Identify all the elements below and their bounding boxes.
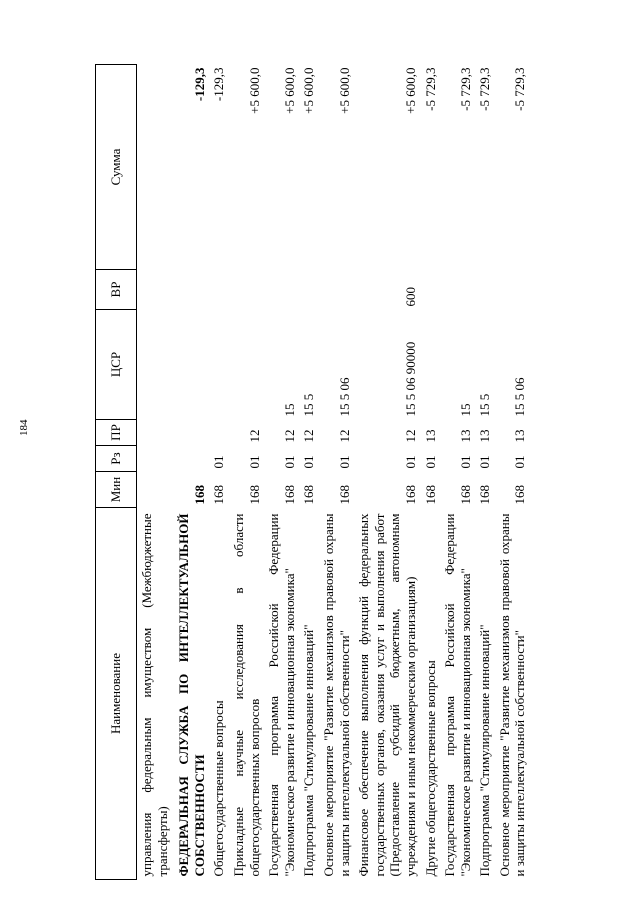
cell-name: Государственная программа Российской Федерации "Экономическое развитие и инновационная экономика" [266, 513, 297, 877]
cell-vr [229, 270, 264, 310]
cell-name: Основное мероприятие "Развитие механизмов правовой охраны и защиты интеллектуальной собственности" [320, 513, 352, 877]
cell-min: 168 [336, 485, 352, 505]
cell-min: 168 [301, 485, 317, 505]
cell-min: 168 [402, 485, 418, 505]
cell-rz: 01 [281, 455, 297, 469]
cell-vr: 600 [402, 287, 418, 307]
cell-min: 168 [191, 485, 207, 505]
cell-pr: 13 [512, 429, 528, 443]
cell-rz: 01 [477, 455, 493, 469]
cell-vr [172, 270, 209, 310]
cell-sum: -5 729,3 [512, 67, 528, 111]
cell-vr [137, 270, 173, 310]
table-row [475, 65, 495, 880]
cell-name: Подпрограмма "Стимулирование инноваций" [301, 624, 317, 877]
header-name: Наименование [96, 508, 137, 880]
cell-sum [137, 65, 173, 270]
header-csr: ЦСР [96, 310, 137, 420]
cell-rz [137, 446, 173, 472]
cell-vr [299, 270, 319, 310]
cell-sum: +5 600,0 [246, 67, 262, 114]
page-number: 184 [18, 419, 30, 436]
cell-vr [440, 270, 475, 310]
cell-csr [172, 310, 209, 420]
cell-pr: 12 [301, 429, 317, 443]
cell-sum: +5 600,0 [402, 67, 418, 114]
table-row [354, 65, 420, 880]
cell-rz: 01 [336, 455, 352, 469]
cell-name: Основное мероприятие "Развитие механизмов правовой охраны и защиты интеллектуальной собственности" [496, 513, 528, 877]
header-sum: Сумма [96, 65, 137, 270]
cell-min: 168 [246, 485, 262, 505]
cell-rz: 01 [211, 455, 227, 469]
cell-sum: +5 600,0 [281, 67, 297, 114]
cell-name: Государственная программа Российской Федерации "Экономическое развитие и инновационная экономика" [442, 513, 473, 877]
cell-sum: +5 600,0 [301, 67, 317, 114]
cell-name: управления федеральным имуществом (Межбюджетные трансферты) [139, 513, 170, 877]
cell-rz: 01 [422, 455, 438, 469]
cell-name: Общегосударственные вопросы [211, 700, 227, 877]
cell-min: 168 [477, 485, 493, 505]
table-row [172, 65, 209, 880]
cell-sum: -5 729,3 [477, 67, 493, 111]
cell-name: Прикладные научные исследования в области общегосударственных вопросов [230, 513, 262, 877]
cell-min: 168 [211, 485, 227, 505]
cell-min: 168 [422, 485, 438, 505]
cell-vr [495, 270, 530, 310]
cell-rz: 01 [246, 455, 262, 469]
table-row [299, 65, 319, 880]
table-row [421, 65, 441, 880]
cell-pr: 13 [422, 429, 438, 443]
table-row [264, 65, 299, 880]
table-row [495, 65, 530, 880]
cell-csr: 15 [457, 403, 473, 417]
cell-min: 168 [281, 485, 297, 505]
table-row [209, 65, 229, 880]
cell-rz: 01 [301, 455, 317, 469]
cell-vr [475, 270, 495, 310]
header-rz: Рз [96, 446, 137, 472]
cell-sum: -5 729,3 [457, 67, 473, 111]
cell-name: ФЕДЕРАЛЬНАЯ СЛУЖБА ПО ИНТЕЛЛЕКТУАЛЬНОЙ СОБСТВЕННОСТИ [176, 513, 207, 877]
cell-csr [421, 310, 441, 420]
cell-pr: 13 [457, 429, 473, 443]
cell-min [137, 472, 173, 508]
table-header-row [96, 65, 137, 880]
table-row [440, 65, 475, 880]
cell-pr [172, 420, 209, 446]
cell-csr [229, 310, 264, 420]
cell-name: Финансовое обеспечение выполнения функций федеральных государственных органов, оказания услуг и выполнения работ (Предоставление субсидий бюджетным, автономным учреждениям и иным некоммерческим организациям) [356, 513, 418, 877]
table-row [229, 65, 264, 880]
header-min: Мин [96, 472, 137, 508]
cell-vr [209, 270, 229, 310]
cell-sum: -5 729,3 [422, 67, 438, 111]
cell-csr: 15 5 [477, 393, 493, 417]
cell-min: 168 [457, 485, 473, 505]
cell-sum: +5 600,0 [336, 67, 352, 114]
cell-pr: 12 [336, 429, 352, 443]
table-row [137, 65, 173, 880]
cell-csr: 15 [281, 403, 297, 417]
cell-vr [319, 270, 354, 310]
cell-pr [137, 420, 173, 446]
cell-rz: 01 [402, 455, 418, 469]
cell-csr: 15 5 06 [336, 377, 352, 417]
cell-pr: 12 [402, 429, 418, 443]
rotated-page [95, 65, 595, 880]
cell-csr: 15 5 06 [512, 377, 528, 417]
header-pr: ПР [96, 420, 137, 446]
cell-vr [264, 270, 299, 310]
cell-pr: 12 [246, 429, 262, 443]
table-row [319, 65, 354, 880]
cell-vr [421, 270, 441, 310]
budget-table [95, 64, 530, 880]
cell-csr: 15 5 06 90000 [402, 341, 418, 417]
cell-pr: 13 [477, 429, 493, 443]
cell-sum: -129,3 [211, 67, 227, 102]
cell-sum: -129,3 [191, 67, 207, 102]
cell-rz: 01 [512, 455, 528, 469]
cell-rz [172, 446, 209, 472]
cell-csr [209, 310, 229, 420]
cell-rz: 01 [457, 455, 473, 469]
cell-csr [137, 310, 173, 420]
cell-name: Подпрограмма "Стимулирование инноваций" [477, 624, 493, 877]
header-vr: ВР [96, 270, 137, 310]
cell-csr: 15 5 [301, 393, 317, 417]
cell-pr: 12 [281, 429, 297, 443]
cell-pr [209, 420, 229, 446]
cell-name: Другие общегосударственные вопросы [422, 660, 438, 877]
cell-min: 168 [512, 485, 528, 505]
